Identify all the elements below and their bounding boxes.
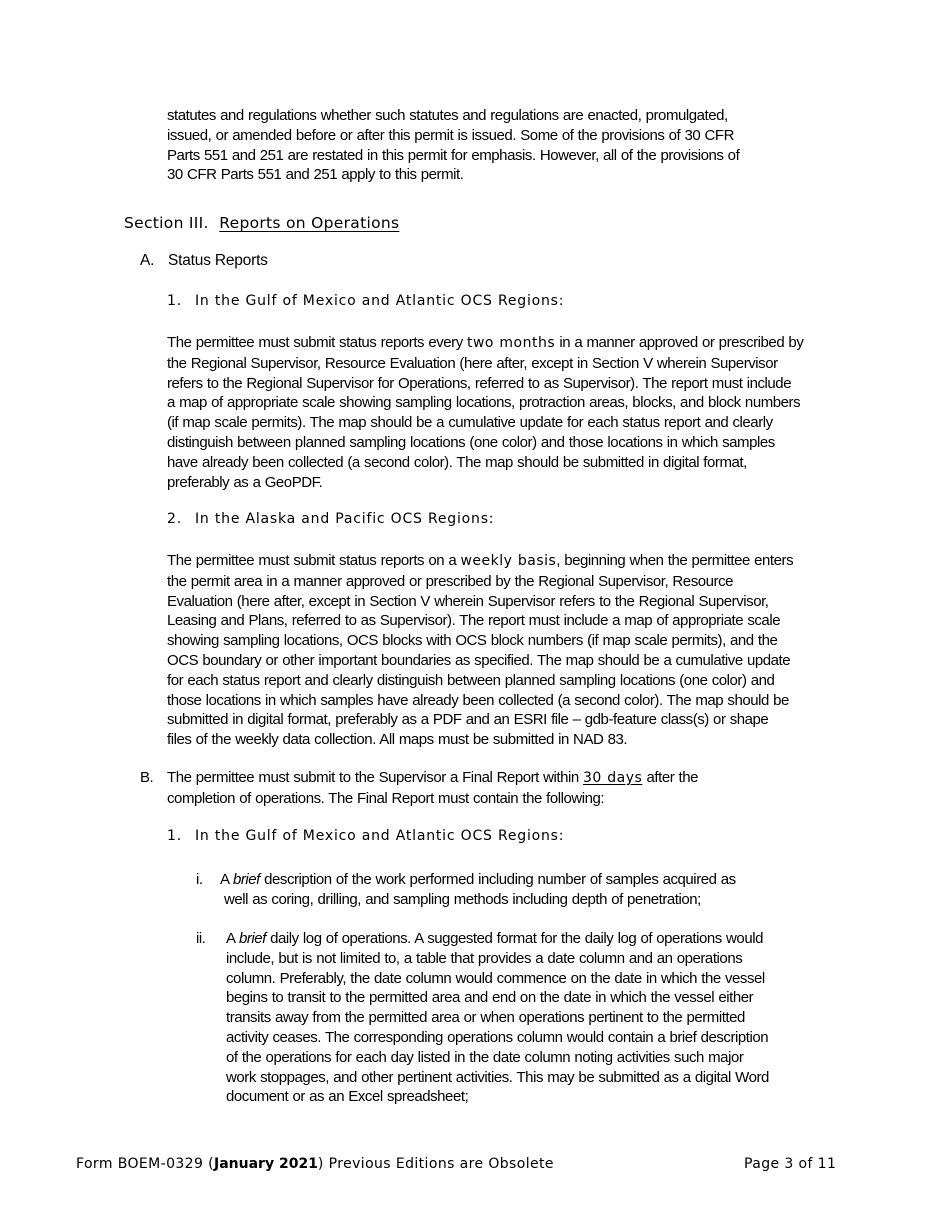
text-line: a map of appropriate scale showing sampling locations, protraction areas, blocks, and block numbers [167, 394, 801, 412]
text-segment: The permittee must submit status reports on a [167, 552, 461, 569]
text-line: statutes and regulations whether such statutes and regulations are enacted, promulgated, [167, 107, 728, 124]
text-line: preferably as a GeoPDF. [167, 473, 323, 491]
text-line [140, 768, 698, 789]
list-marker: 1. [167, 293, 182, 309]
text-segment: daily log of operations. A suggested format for the daily log of operations would [265, 930, 763, 947]
text-line: OCS boundary or other important boundaries as specified. The map should be a cumulative update [167, 651, 791, 669]
text-line [196, 870, 736, 890]
item-a1-heading [167, 293, 564, 309]
text-line [167, 333, 803, 354]
item-heading: In the Gulf of Mexico and Atlantic OCS Regions: [195, 828, 565, 844]
emphasis-text: brief [238, 930, 266, 947]
text-line [167, 551, 793, 572]
list-marker: ii. [196, 930, 206, 947]
item-a2-paragraph [167, 551, 793, 750]
text-line: of the operations for each day listed in the date column noting activities such major [226, 1048, 744, 1066]
section-label: Section III. [124, 214, 209, 232]
text-line: Leasing and Plans, referred to as Supervisor). The report must include a map of appropriate scale [167, 612, 781, 630]
emphasis-text: brief [232, 871, 260, 888]
text-line: Parts 551 and 251 are restated in this permit for emphasis. However, all of the provisions of [167, 146, 740, 164]
text-line: the permit area in a manner approved or prescribed by the Regional Supervisor, Resource [167, 572, 734, 590]
list-marker: A. [140, 252, 155, 269]
section-title: Reports on Operations [219, 214, 400, 232]
list-marker: 1. [167, 828, 182, 844]
text-line: files of the weekly data collection. All maps must be submitted in NAD 83. [167, 731, 628, 749]
text-line: those locations in which samples have already been collected (a second color). The map should be [167, 691, 789, 709]
text-line: activity ceases. The corresponding operations column would contain a brief description [226, 1028, 769, 1046]
text-segment: A [226, 930, 239, 947]
text-segment: The permittee must submit status reports every [167, 334, 467, 351]
text-line: document or as an Excel spreadsheet; [226, 1088, 469, 1106]
text-line: refers to the Regional Supervisor for Operations, referred to as Supervisor). The report must include [167, 374, 792, 392]
text-line: include, but is not limited to, a table that provides a date column and an operations [226, 949, 743, 967]
item-a1-paragraph [167, 333, 803, 492]
item-b1-i [196, 870, 736, 910]
text-line: distinguish between planned sampling locations (one color) and those locations in which samples [167, 433, 775, 451]
top-paragraph [167, 106, 739, 185]
item-a2-heading [167, 511, 494, 527]
page-number: Page 3 of 11 [744, 1156, 837, 1172]
emphasis-text: two months [466, 335, 556, 351]
text-line: Evaluation (here after, except in Section V wherein Supervisor refers to the Regional Supervisor, [167, 592, 769, 610]
section-heading [124, 214, 399, 232]
text-line: have already been collected (a second color). The map should be submitted in digital format, [167, 453, 747, 471]
text-line: (if map scale permits). The map should be a cumulative update for each status report and clearly [167, 414, 773, 432]
item-heading: In the Alaska and Pacific OCS Regions: [195, 511, 495, 527]
text-line: column. Preferably, the date column would commence on the date in which the vessel [226, 969, 765, 987]
subsection-b [140, 768, 698, 809]
text-line: transits away from the permitted area or when operations pertinent to the permitted [226, 1009, 745, 1027]
emphasis-text: weekly basis [460, 553, 557, 569]
list-marker: 2. [167, 511, 182, 527]
text-line: begins to transit to the permitted area and end on the date in which the vessel either [226, 989, 754, 1007]
text-line: completion of operations. The Final Report must contain the following: [167, 789, 605, 807]
text-line: showing sampling locations, OCS blocks with OCS block numbers (if map scale permits), and the [167, 632, 778, 650]
list-marker: B. [140, 769, 154, 786]
item-heading: In the Gulf of Mexico and Atlantic OCS Regions: [195, 293, 565, 309]
footer-text: Form BOEM-0329 ( [76, 1156, 215, 1172]
text-segment: in a manner approved or prescribed by [555, 334, 804, 351]
text-line: the Regional Supervisor, Resource Evaluation (here after, except in Section V wherein Supervisor [167, 354, 778, 372]
footer-form-info [76, 1156, 554, 1172]
item-b1-heading [167, 828, 564, 844]
text-segment: A [220, 871, 233, 888]
footer-text: ) Previous Editions are Obsolete [317, 1156, 554, 1172]
text-line: work stoppages, and other pertinent activities. This may be submitted as a digital Word [226, 1068, 769, 1086]
text-line: submitted in digital format, preferably as a PDF and an ESRI file – gdb-feature class(s) or shape [167, 711, 769, 729]
text-line: 30 CFR Parts 551 and 251 apply to this permit. [167, 166, 464, 184]
subsection-title: Status Reports [168, 252, 268, 269]
text-line [196, 929, 769, 949]
text-segment: after the [642, 769, 699, 786]
text-line: for each status report and clearly distinguish between planned sampling locations (one color) and [167, 671, 775, 689]
text-segment: The permittee must submit to the Supervisor a Final Report within [167, 769, 583, 786]
text-line: well as coring, drilling, and sampling methods including depth of penetration; [224, 890, 701, 908]
footer-date: January 2021 [214, 1156, 318, 1172]
subsection-a-heading [140, 252, 268, 270]
text-line: issued, or amended before or after this permit is issued. Some of the provisions of 30 CFR [167, 126, 734, 144]
item-b1-ii [196, 929, 769, 1107]
text-segment: description of the work performed including number of samples acquired as [259, 871, 736, 888]
list-marker: i. [196, 871, 203, 888]
text-segment: , beginning when the permittee enters [556, 552, 794, 569]
emphasis-text: 30 days [583, 770, 643, 786]
